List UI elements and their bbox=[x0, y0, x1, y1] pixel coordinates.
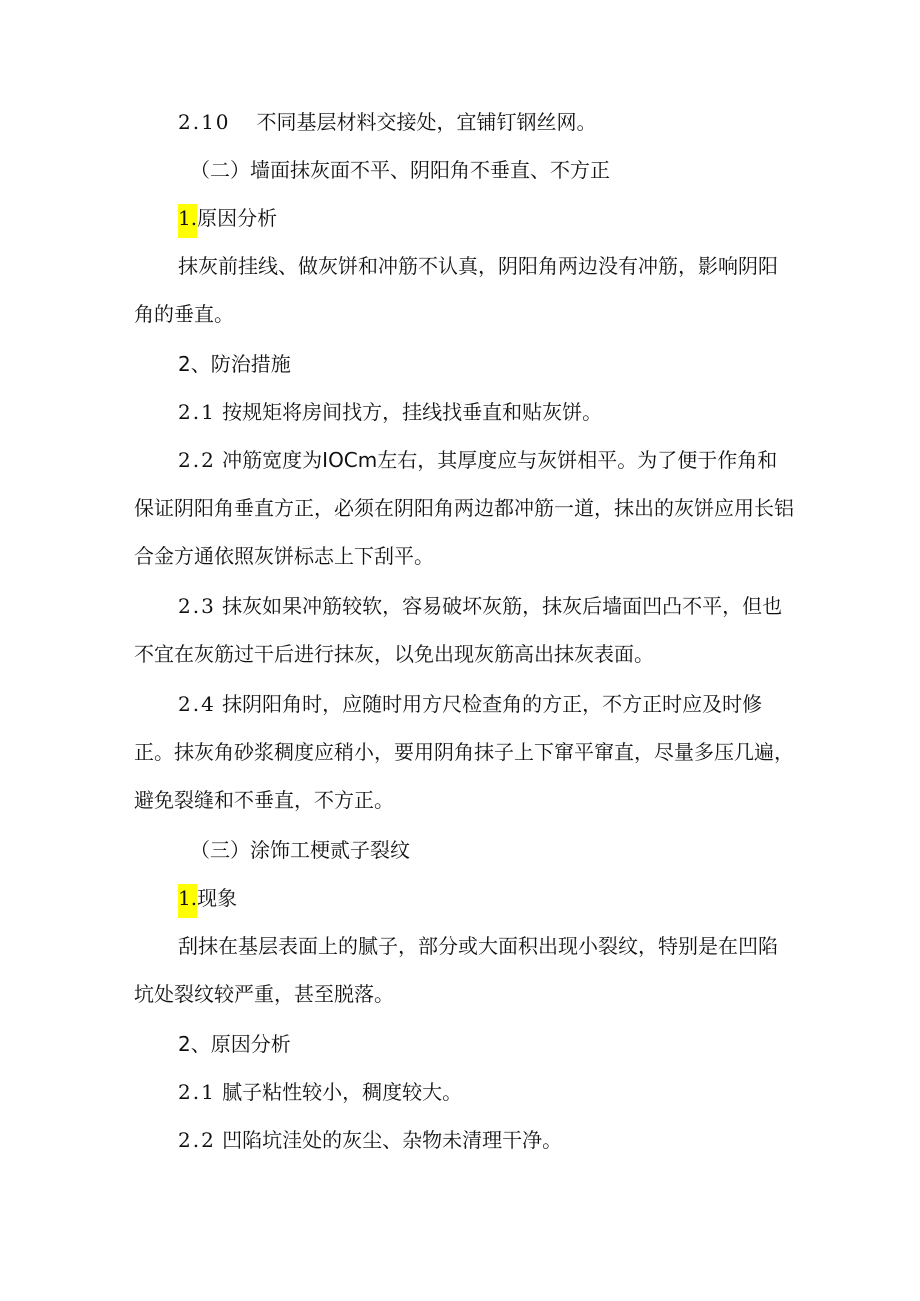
paragraph-phenomenon-text: 刮抹在基层表面上的腻子，部分或大面积出现小裂纹，特别是在凹陷坑处裂纹较严重，甚至脱落。 bbox=[134, 934, 778, 1006]
paragraph-2-2 bbox=[134, 436, 794, 580]
item-number: 2.1 bbox=[178, 400, 216, 424]
paragraph-cause-text: 抹灰前挂线、做灰饼和冲筋不认真，阴阳角两边没有冲筋，影响阴阳角的垂直。 bbox=[134, 254, 778, 326]
paragraph-2-10 bbox=[178, 98, 597, 146]
heading-text: （二）墙面抹灰面不平、阴阳角不垂直、不方正 bbox=[190, 158, 610, 182]
subheading-phenomenon bbox=[178, 874, 237, 922]
item-number: 2.2 bbox=[178, 448, 216, 472]
section-heading-3 bbox=[190, 826, 410, 874]
item-number: 2.4 bbox=[178, 692, 216, 716]
paragraph-2-1 bbox=[178, 388, 602, 436]
item-number: 2.2 bbox=[178, 1128, 216, 1152]
item-number: 2.1 bbox=[178, 1080, 216, 1104]
heading-text: （三）涂饰工梗贰子裂纹 bbox=[190, 838, 410, 862]
paragraph-text: 冲筋宽度为IOCm左右，其厚度应与灰饼相平。为了便于作角和保证阴阳角垂直方正，必须在阴阳角两边都冲筋一道，抹出的灰饼应用长铝合金方通依照灰饼标志上下刮平。 bbox=[134, 448, 794, 568]
paragraph-text: 不同基层材料交接处，宜铺钉钢丝网。 bbox=[256, 110, 597, 134]
paragraph-text: 凹陷坑洼处的灰尘、杂物未清理干净。 bbox=[222, 1128, 563, 1152]
paragraph-2-3 bbox=[134, 582, 794, 678]
paragraph-text: 抹阴阳角时，应随时用方尺检查角的方正，不方正时应及时修正。抹灰角砂浆稠度应稍小，要用阴角抹子上下窜平窜直，尽量多压几遍，避免裂缝和不垂直，不方正。 bbox=[134, 692, 794, 812]
paragraph-text: 腻子粘性较小，稠度较大。 bbox=[222, 1080, 463, 1104]
subheading-text: 2、防治措施 bbox=[178, 352, 291, 376]
paragraph-2-1-b bbox=[178, 1068, 462, 1116]
subheading-text: 现象 bbox=[197, 886, 238, 910]
paragraph-text: 抹灰如果冲筋较软，容易破坏灰筋，抹灰后墙面凹凸不平，但也不宜在灰筋过干后进行抹灰，以免出现灰筋高出抹灰表面。 bbox=[134, 594, 783, 666]
subheading-cause-analysis bbox=[178, 194, 277, 242]
subheading-prevention bbox=[178, 340, 291, 388]
subheading-cause-analysis-2 bbox=[178, 1020, 291, 1068]
item-number: 2.10 bbox=[178, 110, 231, 134]
paragraph-text: 按规矩将房间找方，挂线找垂直和贴灰饼。 bbox=[222, 400, 603, 424]
highlighted-number: 1. bbox=[178, 884, 197, 918]
highlighted-number: 1. bbox=[178, 204, 197, 238]
paragraph-2-2-b bbox=[178, 1116, 562, 1164]
paragraph-2-4 bbox=[134, 680, 794, 824]
subheading-text: 原因分析 bbox=[197, 206, 278, 230]
item-number: 2.3 bbox=[178, 594, 216, 618]
section-heading-2 bbox=[190, 146, 610, 194]
subheading-text: 2、原因分析 bbox=[178, 1032, 291, 1056]
